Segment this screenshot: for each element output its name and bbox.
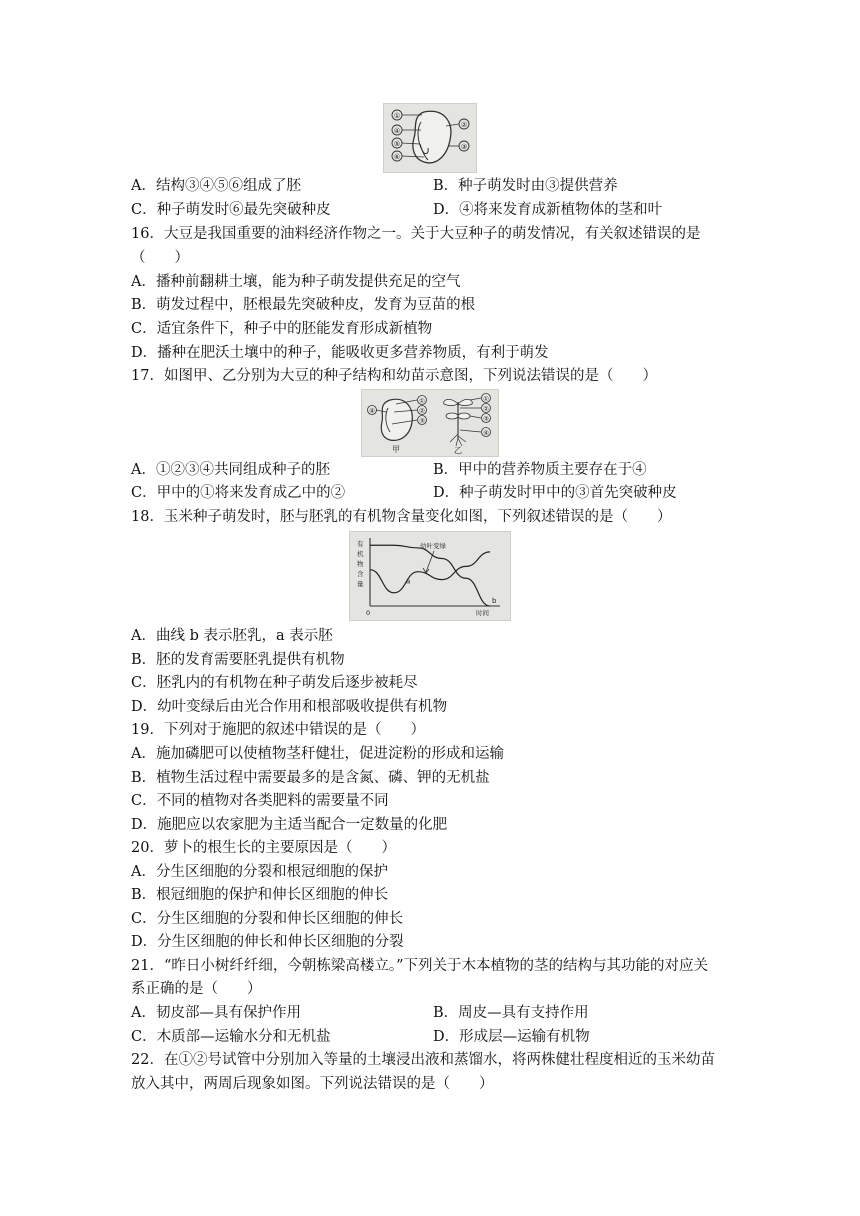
seed-label-4: ④ xyxy=(369,407,375,415)
q17-option-c: C．甲中的①将来发育成乙中的② xyxy=(131,485,346,501)
label-2: ② xyxy=(460,121,468,129)
q20-option-d: D．分生区细胞的伸长和伸长区细胞的分裂 xyxy=(131,934,404,950)
q19-stem: 19．下列对于施肥的叙述中错误的是（ ） xyxy=(131,722,425,738)
q16-option-a: A．播种前翻耕土壤，能为种子萌发提供充足的空气 xyxy=(131,274,461,290)
y-axis-label-4: 含 xyxy=(357,570,364,578)
label-6: ⑥ xyxy=(393,153,401,161)
q20-option-b: B．根冠细胞的保护和伸长区细胞的伸长 xyxy=(131,887,389,903)
q16-stem: 16．大豆是我国重要的油料经济作物之一。关于大豆种子的萌发情况，有关叙述错误的是 xyxy=(131,226,701,242)
q22-stem: 22．在①②号试管中分别加入等量的土壤浸出液和蒸馏水，将两株健壮程度相近的玉米幼苗 xyxy=(131,1052,715,1068)
q21-stem-cont: 系正确的是（ ） xyxy=(131,981,262,997)
y-axis-label-2: 机 xyxy=(357,550,364,558)
label-4: ④ xyxy=(393,127,401,135)
organic-matter-chart xyxy=(349,531,511,621)
q19-option-a: A．施加磷肥可以使植物茎秆健壮，促进淀粉的形成和运输 xyxy=(131,746,504,762)
annotation-arrow xyxy=(426,551,434,572)
q16-option-b: B．萌发过程中，胚根最先突破种皮，发育为豆苗的根 xyxy=(131,297,476,313)
q19-option-d: D．施肥应以农家肥为主适当配合一定数量的化肥 xyxy=(131,817,448,833)
q17-option-d: D．种子萌发时甲中的③首先突破种皮 xyxy=(433,485,677,501)
seedling-label-4: ④ xyxy=(483,429,489,437)
seed-structure-figure xyxy=(383,103,477,173)
q20-option-a: A．分生区细胞的分裂和根冠细胞的保护 xyxy=(131,864,388,880)
q17-option-b: B．甲中的营养物质主要存在于④ xyxy=(433,462,647,478)
q18-option-a: A．曲线 b 表示胚乳，a 表示胚 xyxy=(131,628,333,644)
soybean-seed-seedling-figure xyxy=(361,389,499,457)
q19-option-b: B．植物生活过程中需要最多的是含氮、磷、钾的无机盐 xyxy=(131,770,490,786)
caption-jia: 甲 xyxy=(392,445,400,454)
q15-option-d: D．④将来发育成新植物体的茎和叶 xyxy=(433,202,663,218)
label-3: ③ xyxy=(460,143,468,151)
q18-stem: 18．玉米种子萌发时，胚与胚乳的有机物含量变化如图，下列叙述错误的是（ ） xyxy=(131,509,672,525)
q21-option-a: A．韧皮部—具有保护作用 xyxy=(131,1005,301,1021)
series-label-b: b xyxy=(492,597,497,605)
seedling-label-3: ③ xyxy=(483,415,489,423)
q21-option-c: C．木质部—运输水分和无机盐 xyxy=(131,1029,331,1045)
q17-option-a: A．①②③④共同组成种子的胚 xyxy=(131,462,330,478)
q21-option-d: D．形成层—运输有机物 xyxy=(433,1029,590,1045)
annotation-label: 幼叶变绿 xyxy=(420,542,446,550)
q18-option-d: D．幼叶变绿后由光合作用和根部吸收提供有机物 xyxy=(131,699,448,715)
q22-stem-cont: 放入其中，两周后现象如图。下列说法错误的是（ ） xyxy=(131,1076,494,1092)
q15-option-a: A．结构③④⑤⑥组成了胚 xyxy=(131,178,301,194)
q16-option-c: C．适宜条件下，种子中的胚能发育形成新植物 xyxy=(131,321,433,337)
caption-yi: 乙 xyxy=(454,446,462,455)
q18-option-b: B．胚的发育需要胚乳提供有机物 xyxy=(131,652,345,668)
seedling-label-1: ① xyxy=(483,395,489,403)
q16-option-d: D．播种在肥沃土壤中的种子，能吸收更多营养物质，有利于萌发 xyxy=(131,345,549,361)
y-axis-label-5: 量 xyxy=(357,580,364,588)
q15-option-c: C．种子萌发时⑥最先突破种皮 xyxy=(131,202,331,218)
q19-option-c: C．不同的植物对各类肥料的需要量不同 xyxy=(131,793,389,809)
q20-stem: 20．萝卜的根生长的主要原因是（ ） xyxy=(131,840,396,856)
label-5: ⑤ xyxy=(393,140,401,148)
seed-label-1: ① xyxy=(419,397,425,405)
x-axis-label: 时间 xyxy=(476,609,489,617)
q17-stem: 17．如图甲、乙分别为大豆的种子结构和幼苗示意图，下列说法错误的是（ ） xyxy=(131,368,657,384)
q21-stem: 21．“昨日小树纤纤细，今朝栋梁高楼立。”下列关于木本植物的茎的结构与其功能的对应关 xyxy=(131,958,709,974)
seedling-label-2: ② xyxy=(483,405,489,413)
y-axis-label-1: 有 xyxy=(357,540,364,548)
q15-option-b: B．种子萌发时由③提供营养 xyxy=(433,178,618,194)
q21-option-b: B．周皮—具有支持作用 xyxy=(433,1005,589,1021)
series-label-a: a xyxy=(406,577,411,586)
q20-option-c: C．分生区细胞的分裂和伸长区细胞的伸长 xyxy=(131,911,404,927)
curve-a xyxy=(370,552,490,593)
seed-label-3: ③ xyxy=(419,417,425,425)
origin-label: 0 xyxy=(366,609,371,617)
q18-option-c: C．胚乳内的有机物在种子萌发后逐步被耗尽 xyxy=(131,675,418,691)
y-axis-label-3: 物 xyxy=(357,560,364,568)
seed-label-2: ② xyxy=(419,407,425,415)
q16-stem-cont: （ ） xyxy=(131,250,189,266)
label-1: ① xyxy=(393,112,401,120)
